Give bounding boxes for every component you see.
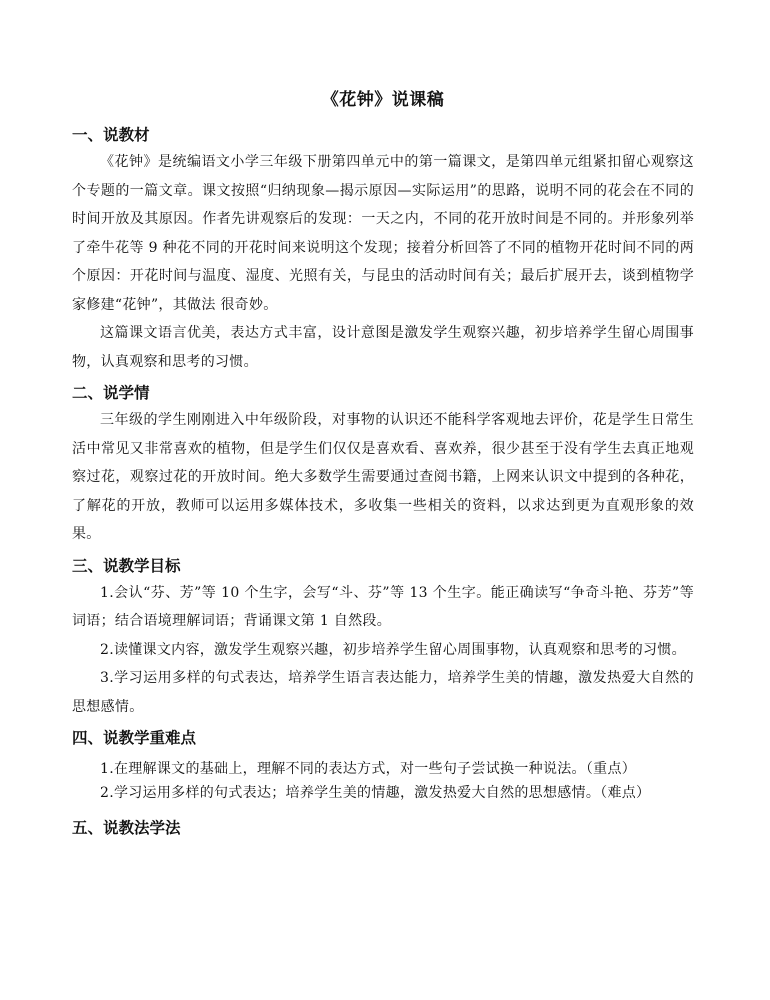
textbook-paragraph: 这篇课文语言优美，表达方式丰富，设计意图是激发学生观察兴趣，初步培养学生留心周围事物，认真观察和思考的习惯。 <box>72 325 694 370</box>
teaching-goal-item: 2.读懂课文内容，激发学生观察兴趣，初步培养学生留心周围事物，认真观察和思考的习惯。 <box>100 641 686 658</box>
document-page <box>72 88 694 841</box>
teaching-goal-item: 3.学习运用多样的句式表达，培养学生语言表达能力，培养学生美的情趣，激发热爱大自然的思想感情。 <box>72 670 694 715</box>
section-heading-methods: 五、说教法学法 <box>72 819 181 837</box>
textbook-paragraph: 《花钟》是统编语文小学三年级下册第四单元中的第一篇课文，是第四单元组紧扣留心观察这个专题的一篇文章。课文按照“归纳现象—揭示原因—实际运用”的思路，说明不同的花会在不同的时间开放及其原因。作者先讲观察后的发现：一天之内，不同的花开放时间是不同的。并形象列举了牵牛花等 9 种花不同的开花时间来说明这个发现；接着分析回答了不同的植物开花时间不同的两个原因：开花时间与温度、湿度、光照有关，与昆虫的活动时间有关；最后扩展开去，谈到植物学家修建“花钟”，其做法 很奇妙。 <box>72 154 694 313</box>
key-points-list <box>72 757 694 805</box>
section-heading-key-difficult-points: 四、说教学重难点 <box>72 729 197 747</box>
student-analysis-paragraph: 三年级的学生刚刚进入中年级阶段，对事物的认识还不能科学客观地去评价，花是学生日常生活中常见又非常喜欢的植物，但是学生们仅仅是喜欢看、喜欢养，很少甚至于没有学生去真正地观察过花，观察过花的开放时间。绝大多数学生需要通过查阅书籍，上网来认识文中提到的各种花，了解花的开放，教师可以运用多媒体技术，多收集一些相关的资料，以求达到更为直观形象的效果。 <box>72 412 694 542</box>
section-heading-textbook: 一、说教材 <box>72 126 150 144</box>
key-point-item: 1.在理解课文的基础上，理解不同的表达方式，对一些句子尝试换一种说法。（重点） <box>100 761 637 777</box>
key-point-item: 2.学习运用多样的句式表达；培养学生美的情趣，激发热爱大自然的思想感情。（难点） <box>100 785 651 801</box>
teaching-goal-item: 1.会认“芬、芳”等 10 个生字，会写“斗、芬”等 13 个生字。能正确读写“争奇斗艳、芬芳”等词语；结合语境理解词语；背诵课文第 1 自然段。 <box>72 584 694 629</box>
section-heading-student-analysis: 二、说学情 <box>72 384 150 402</box>
section-heading-teaching-goals: 三、说教学目标 <box>72 556 181 575</box>
document-title: 《花钟》说课稿 <box>321 90 445 110</box>
